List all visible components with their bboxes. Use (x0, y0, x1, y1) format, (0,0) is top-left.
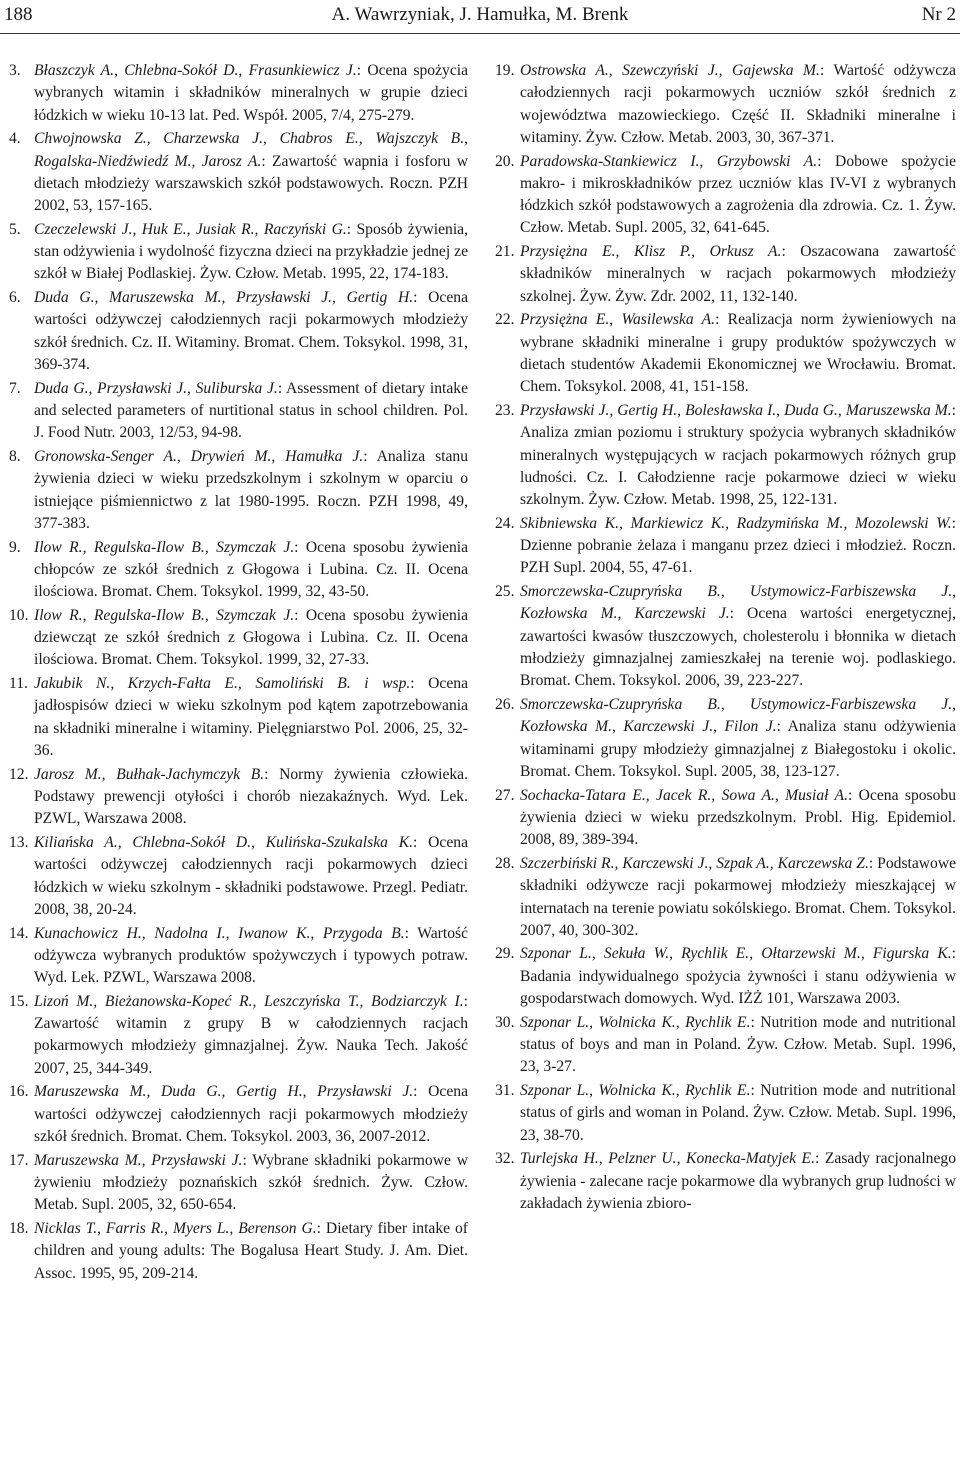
reference-text: : Wartość odżywcza całodziennych racji pokarmowych uczniów szkół średnich z województwa mazowieckiego. Część II. Składniki mineralne i witaminy. Żyw. Człow. Metab. 2003, 30, 367-371. (520, 62, 956, 146)
reference-text: : Badania indywidualnego spożycia żywności i stanu odżywienia w gospodarstwach domowych. Wyd. IŻŻ 101, Warszawa 2003. (520, 945, 956, 1008)
reference-number: 22. (495, 311, 515, 329)
page-header (0, 0, 960, 30)
reference-authors: Kiliańska A., Chlebna-Sokół D., Kulińska-Szukalska K. (34, 834, 414, 851)
reference-text: : Ocena jadłospisów dzieci w wieku szkolnym pod kątem zapotrzebowania na składniki mineralne i witaminy. Pielęgniarstwo Pol. 2006, 25, 32-36. (34, 675, 468, 760)
reference-number: 23. (495, 402, 515, 420)
reference-item (495, 785, 956, 852)
reference-text: : Ocena sposobu żywienia dzieci w wieku przedszkolnym. Probl. Hig. Epidemiol. 2008, 89, 389-394. (520, 786, 956, 849)
reference-authors: Jarosz M., Bułhak-Jachymczyk B. (34, 765, 265, 783)
reference-number: 20. (495, 152, 515, 170)
reference-authors: Duda G., Maruszewska M., Przysławski J., Gertig H. (34, 289, 414, 307)
reference-authors: Nicklas T., Farris R., Myers L., Berenson G. (34, 1220, 317, 1237)
reference-number: 10. (9, 606, 29, 624)
reference-item (495, 694, 956, 783)
reference-text: : Ocena sposobu żywienia dziewcząt ze szkół średnich z Głogowa i Lubina. Cz. II. Ocena ilościowa. Bromat. Chem. Toksykol. 1999, 32, 27-33. (34, 606, 468, 669)
reference-authors: Błaszczyk A., Chlebna-Sokół D., Frasunkiewicz J. (34, 62, 357, 79)
reference-authors: Szponar L., Wolnicka K., Rychlik E. (520, 1082, 751, 1100)
reference-text: : Realizacja norm żywieniowych na wybrane składniki mineralne i grupy produktów spożywczych w dietach studentów Akademii Ekonomicznej we Wrocławiu. Bromat. Chem. Toksykol. 2008, 41, 151-158. (520, 311, 956, 396)
reference-authors: Smorczewska-Czupryńska B., Ustymowicz-Farbiszewska J., Kozłowska M., Karczewski J. (520, 583, 956, 623)
reference-authors: Maruszewska M., Przysławski J. (34, 1151, 243, 1169)
reference-number: 3. (9, 62, 21, 79)
reference-authors: Jakubik N., Krzych-Fałta E., Samoliński B. i wsp. (34, 675, 411, 693)
reference-number: 7. (9, 379, 21, 397)
reference-text: : Podstawowe składniki odżywcze racji pokarmowej młodzieży mieszkającej w internatach na terenie powiatu sokólskiego. Bromat. Chem. Toksykol. 2007, 40, 300-302. (520, 854, 957, 939)
reference-authors: Czeczelewski J., Huk E., Jusiak R., Raczyński G. (34, 220, 347, 238)
reference-authors: Duda G., Przysławski J., Suliburska J. (34, 379, 278, 397)
reference-item (9, 537, 468, 604)
reference-number: 29. (495, 945, 515, 963)
reference-item (495, 943, 956, 1010)
reference-item (495, 513, 956, 580)
reference-number: 26. (495, 696, 515, 714)
reference-number: 11. (9, 675, 28, 693)
reference-item (495, 581, 956, 692)
reference-number: 17. (9, 1151, 29, 1169)
reference-number: 15. (9, 992, 29, 1010)
references-left-column (9, 60, 468, 1286)
reference-authors: Maruszewska M., Duda G., Gertig H., Przysławski J. (34, 1083, 414, 1101)
reference-item (9, 1081, 468, 1148)
reference-number: 25. (495, 583, 515, 601)
reference-text: : Wartość odżywcza wybranych produktów spożywczych i typowych potraw. Wyd. Lek. PZWL, Warszawa 2008. (34, 924, 468, 987)
reference-number: 24. (495, 514, 515, 532)
reference-authors: Smorczewska-Czupryńska B., Ustymowicz-Farbiszewska J., Kozłowska M., Karczewski J., Filon J. (520, 696, 956, 736)
reference-number: 8. (9, 448, 21, 465)
reference-authors: Szczerbiński R., Karczewski J., Szpak A., Karczewska Z. (520, 854, 869, 872)
reference-text: : Ocena sposobu żywienia chłopców ze szkół średnich z Głogowa i Lubina. Cz. II. Ocena ilościowa. Bromat. Chem. Toksykol. 1999, 32, 43-50. (34, 538, 468, 601)
reference-number: 30. (495, 1013, 515, 1031)
reference-item (9, 219, 468, 286)
reference-authors: Sochacka-Tatara E., Jacek R., Sowa A., Musiał A. (520, 786, 848, 804)
reference-item (495, 1012, 956, 1079)
reference-number: 28. (495, 854, 515, 872)
reference-number: 19. (495, 62, 515, 79)
reference-text: : Normy żywienia człowieka. Podstawy prewencji otyłości i chorób niezakaźnych. Wyd. Lek. PZWL, Warszawa 2008. (34, 765, 468, 828)
issue-number: Nr 2 (921, 4, 956, 25)
reference-text: : Dzienne pobranie żelaza i manganu przez dzieci i młodzież. Roczn. PZH Supl. 2004, 55, 47-61. (520, 514, 956, 577)
reference-item (495, 853, 956, 942)
reference-item (9, 378, 468, 445)
reference-authors: Skibniewska K., Markiewicz K., Radzymińska M., Mozolewski W. (520, 514, 952, 532)
reference-number: 14. (9, 924, 29, 942)
reference-authors: Szponar L., Sekuła W., Rychlik E., Ołtarzewski M., Figurska K. (520, 945, 952, 963)
reference-item (9, 923, 468, 990)
reference-authors: Turlejska H., Pelzner U., Konecka-Matyjek E. (520, 1150, 815, 1168)
reference-authors: Szponar L., Wolnicka K., Rychlik E. (520, 1013, 751, 1031)
reference-text: : Ocena wartości odżywczej całodziennych racji pokarmowych dzieci łódzkich w wieku szkolnym - składniki podstawowe. Przegl. Pediatr. 2008, 38, 20-24. (34, 834, 468, 918)
reference-item (9, 832, 468, 921)
reference-number: 27. (495, 786, 515, 804)
reference-authors: Ostrowska A., Szewczyński J., Gajewska M. (520, 62, 820, 79)
reference-authors: Przysiężna E., Klisz P., Orkusz A. (520, 243, 782, 261)
header-rule (0, 33, 960, 34)
reference-authors: Paradowska-Stankiewicz I., Grzybowski A. (520, 152, 818, 170)
reference-text: : Ocena wartości odżywczej całodziennych racji pokarmowych młodzieży szkół średnich. Bromat. Chem. Toksykol. 2003, 36, 2007-2012. (34, 1083, 468, 1146)
page-number: 188 (4, 4, 33, 25)
reference-item (495, 151, 956, 240)
reference-text: : Ocena wartości energetycznej, zawartości kwasów tłuszczowych, cholesterolu i błonnika w dietach młodzieży gimnazjalnej zamieszkałej na terenie woj. podlaskiego. Bromat. Chem. Toksykol. 2006, 39, 223-227. (520, 605, 956, 690)
reference-authors: Ilow R., Regulska-Ilow B., Szymczak J. (34, 606, 295, 624)
reference-text: : Zasady racjonalnego żywienia - zalecane racje pokarmowe dla wybranych grup ludności w zakładach żywienia zbioro- (520, 1150, 956, 1212)
reference-text: : Zawartość wapnia i fosforu w dietach młodzieży warszawskich szkół podstawowych. Roczn. PZH 2002, 53, 157-165. (34, 152, 468, 215)
running-head-authors: A. Wawrzyniak, J. Hamułka, M. Brenk (331, 4, 629, 25)
reference-authors: Ilow R., Regulska-Ilow B., Szymczak J. (34, 538, 295, 556)
reference-item (9, 287, 468, 376)
reference-item (9, 605, 468, 672)
reference-text: : Nutrition mode and nutritional status of boys and man in Poland. Żyw. Człow. Metab. Supl. 1996, 23, 3-27. (520, 1013, 956, 1076)
reference-number: 9. (9, 538, 21, 556)
reference-text: : Oszacowana zawartość składników mineralnych w racjach pokarmowych młodzieży szkolnej. Żyw. Żyw. Zdr. 2002, 11, 132-140. (520, 243, 956, 305)
reference-text: : Nutrition mode and nutritional status of girls and woman in Poland. Żyw. Człow. Metab. Supl. 1996, 23, 38-70. (520, 1082, 956, 1144)
reference-number: 21. (495, 243, 515, 261)
reference-text: : Ocena spożycia wybranych witamin i składników mineralnych w grupie dzieci łódzkich w wieku 10-13 lat. Ped. Współ. 2005, 7/4, 275-279. (34, 62, 468, 124)
reference-item (9, 60, 468, 127)
reference-text: : Dobowe spożycie makro- i mikroskładników przez uczniów klas IV-VI z wybranych łódzkich szkół podstawowych a zagrożenia dla zdrowia. Cz. 1. Żyw. Człow. Metab. Supl. 2005, 32, 641-645. (520, 152, 956, 237)
reference-text: : Sposób żywienia, stan odżywienia i wydolność fizyczna dzieci na przykładzie jednej ze szkół w Białej Podlaskiej. Żyw. Człow. Metab. 1995, 22, 174-183. (34, 220, 468, 283)
reference-item (9, 673, 468, 762)
reference-authors: Przysiężna E., Wasilewska A. (520, 311, 716, 329)
reference-text: : Dietary fiber intake of children and young adults: The Bogalusa Heart Study. J. Am. Diet. Assoc. 1995, 95, 209-214. (34, 1220, 468, 1282)
reference-authors: Przysławski J., Gertig H., Bolesławska I., Duda G., Maruszewska M. (520, 402, 952, 420)
reference-text: : Analiza stanu żywienia dzieci w wieku przedszkolnym i szkolnym w oparciu o istniejące piśmiennictwo z lat 1980-1995. Roczn. PZH 1998, 49, 377-383. (34, 448, 468, 532)
reference-authors: Lizoń M., Bieżanowska-Kopeć R., Leszczyńska T., Bodziarczyk I. (34, 992, 464, 1010)
reference-item (495, 400, 956, 511)
reference-item (495, 1080, 956, 1147)
reference-authors: Chwojnowska Z., Charzewska J., Chabros E., Wajszczyk B., Rogalska-Niedźwiedź M., Jarosz A. (34, 130, 468, 170)
reference-number: 31. (495, 1082, 515, 1100)
reference-item (9, 446, 468, 535)
reference-item (495, 60, 956, 149)
reference-text: : Assessment of dietary intake and selected parameters of nurtitional status in school children. Pol. J. Food Nutr. 2003, 12/53, 94-98. (34, 379, 469, 442)
reference-item (9, 1150, 468, 1217)
reference-item (495, 309, 956, 398)
reference-number: 5. (9, 220, 21, 238)
reference-text: : Wybrane składniki pokarmowe w żywieniu młodzieży poznańskich szkół średnich. Żyw. Człow. Metab. Supl. 2005, 32, 650-654. (34, 1151, 468, 1214)
reference-item (9, 128, 468, 217)
reference-text: : Zawartość witamin z grupy B w całodziennych racjach pokarmowych młodzieży gimnazjalnej. Żyw. Nauka Tech. Jakość 2007, 25, 344-349. (34, 992, 468, 1077)
reference-authors: Gronowska-Senger A., Drywień M., Hamułka J. (34, 448, 364, 465)
reference-item (495, 241, 956, 308)
reference-text: : Ocena wartości odżywczej całodziennych racji pokarmowych młodzieży szkół średnich. Cz. II. Witaminy. Bromat. Chem. Toksykol. 1998, 31, 369-374. (34, 289, 468, 374)
reference-number: 32. (495, 1150, 515, 1168)
reference-text: : Analiza zmian poziomu i struktury spożycia wybranych składników mineralnych występujących w racjach pokarmowych różnych grup ludności. Cz. I. Całodzienne racje pokarmowe dzieci w wieku szkolnym. Żyw. Człow. Metab. 1998, 25, 122-131. (520, 402, 956, 509)
reference-item (9, 991, 468, 1080)
reference-number: 4. (9, 130, 21, 148)
reference-authors: Kunachowicz H., Nadolna I., Iwanow K., Przygoda B. (34, 924, 405, 942)
reference-number: 18. (9, 1220, 29, 1237)
reference-number: 16. (9, 1083, 29, 1101)
reference-item (495, 1148, 956, 1215)
reference-number: 6. (9, 289, 21, 307)
reference-item (9, 1218, 468, 1285)
reference-text: : Analiza stanu odżywienia witaminami grupy młodzieży gimnazjalnej z Białegostoku i okolic. Bromat. Chem. Toksykol. Supl. 2005, 38, 123-127. (520, 718, 956, 780)
reference-number: 12. (9, 765, 29, 783)
references-right-column (495, 60, 956, 1217)
reference-number: 13. (9, 834, 29, 851)
reference-item (9, 764, 468, 831)
